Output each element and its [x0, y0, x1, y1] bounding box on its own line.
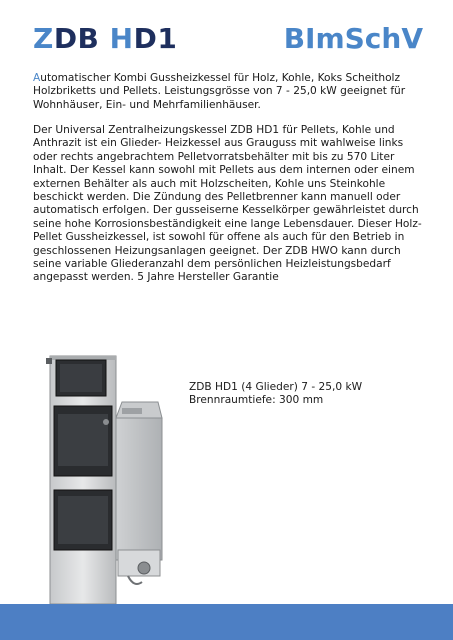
- intro-text: utomatischer Kombi Gussheizkessel für Holz, Kohle, Koks Scheitholz Holzbriketts und Pellets. Leistungsgrösse von 7 - 25,0 kW geeignet für Wohnhäuser, Ein- und Mehrfamilienhäuser.: [33, 72, 406, 111]
- product-title: [33, 22, 177, 55]
- title-accent-letter-2: H: [109, 22, 134, 55]
- boiler-illustration: [42, 350, 178, 620]
- boiler-image: [42, 350, 178, 620]
- title-row: [33, 22, 423, 58]
- specs-power: ZDB HD1 (4 Glieder) 7 - 25,0 kW: [189, 381, 363, 393]
- title-text-2: D1: [133, 22, 178, 55]
- intro-paragraph: [33, 72, 428, 112]
- footer-bar: [0, 604, 453, 640]
- standard-title: BImSchV: [283, 22, 423, 55]
- title-accent-letter-1: Z: [33, 22, 54, 55]
- intro-first-letter: A: [33, 72, 41, 84]
- specs-block: [189, 381, 362, 408]
- specs-depth: Brennraumtiefe: 300 mm: [189, 394, 324, 407]
- description-paragraph: Der Universal Zentralheizungskessel ZDB HD1 für Pellets, Kohle und Anthrazit ist ein Glieder- Heizkessel aus Grauguss mit wahlweise links oder rechts angebrachtem Pelletvorratsbehälter mit bis zu 570 Liter Inhalt. Der Kessel kann sowohl mit Pellets aus dem internen oder einem externen Behälter als auch mit Holzscheiten, Kohle uns Steinkohle beschickt werden. Die Zündung des Pelletbrenner kann manuell oder automatisch erfolgen. Der gusseiserne Kesselkörper gewährleistet durch seine hohe Korrosionsbeständigkeit eine lange Lebensdauer. Dieser Holz-Pellet Gussheizkessel, ist sowohl für offene als auch für den Betrieb in geschlossenen Heizungsanlagen geeignet. Der ZDB HWO kann durch seine variable Gliederanzahl dem persönlichen Heizleistungsbedarf angepasst werden. 5 Jahre Hersteller Garantie: [33, 124, 422, 284]
- title-text-1: DB: [53, 22, 110, 55]
